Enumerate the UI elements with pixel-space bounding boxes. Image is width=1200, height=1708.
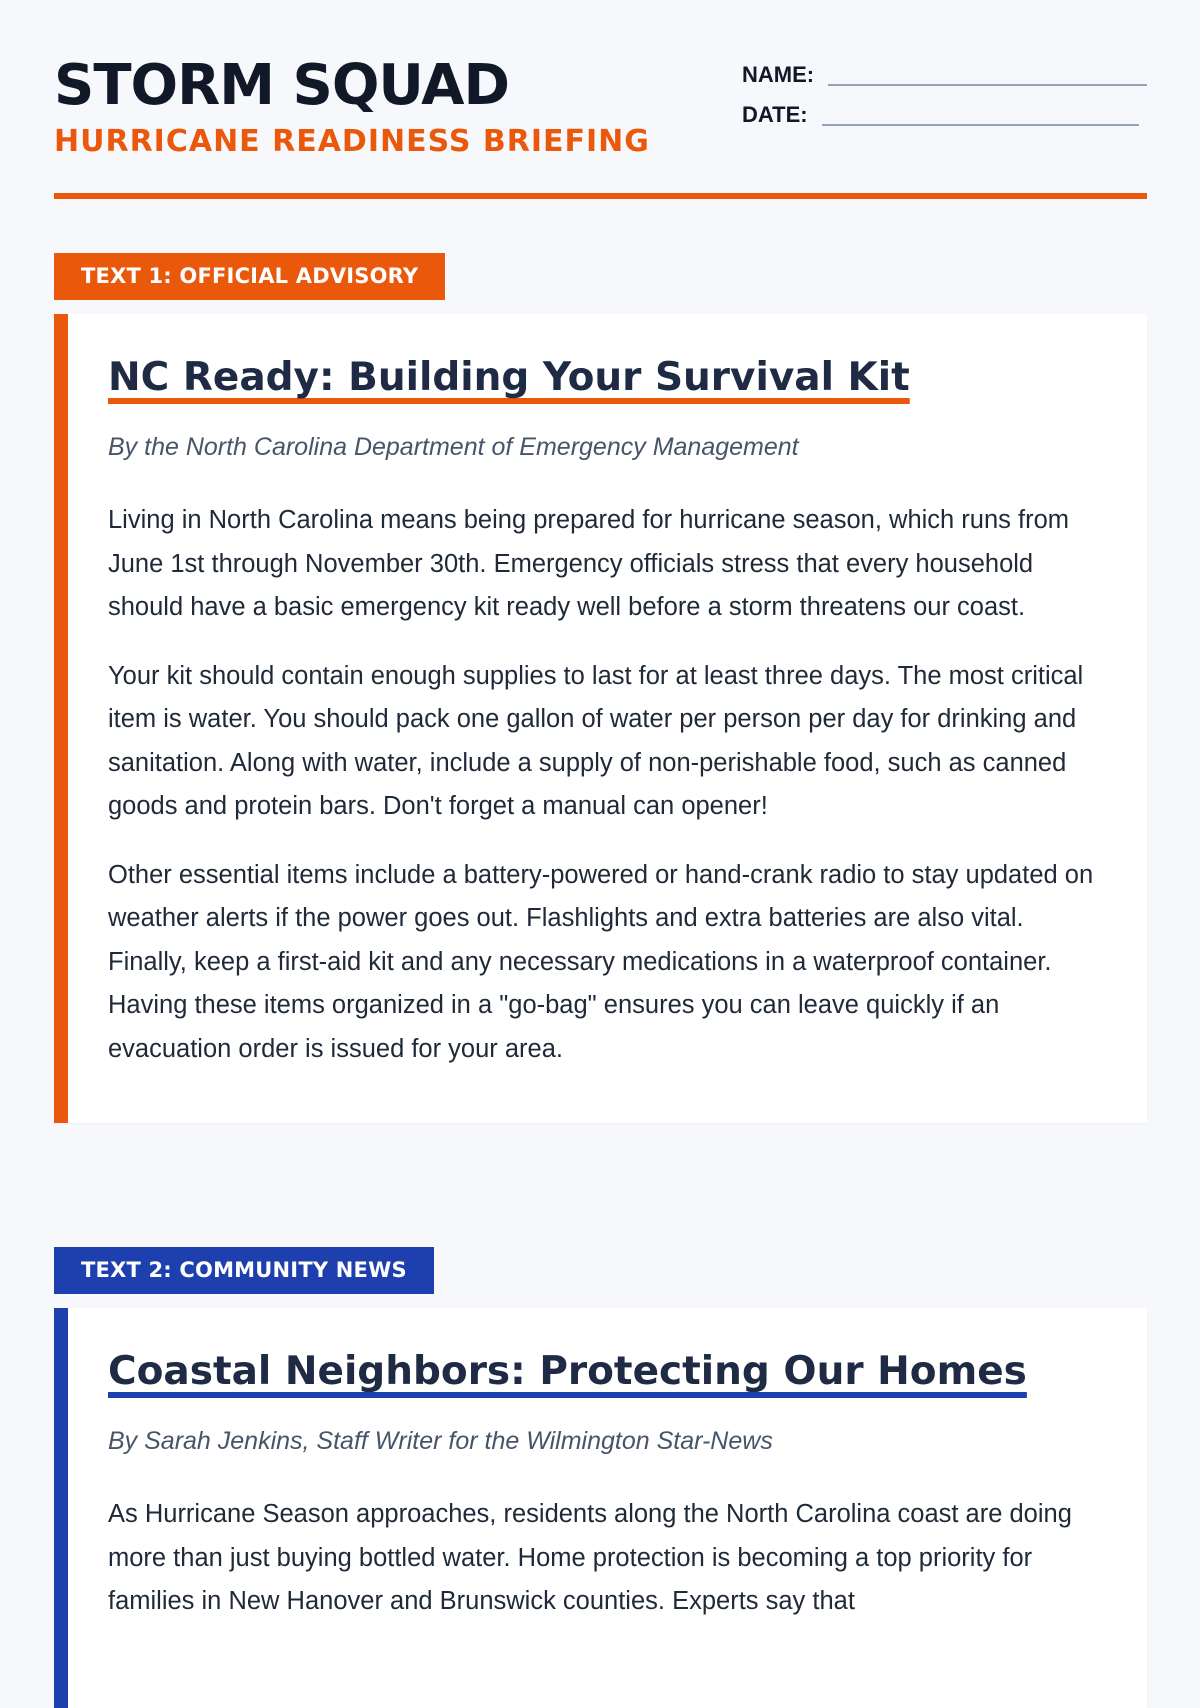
header-divider (54, 193, 1147, 199)
text-2-title-wrap (108, 1348, 1107, 1397)
date-field[interactable] (822, 98, 1139, 126)
text-1-card (54, 314, 1147, 1123)
student-info-fields (742, 56, 1147, 136)
text-2-tag: TEXT 2: COMMUNITY NEWS (54, 1247, 434, 1294)
name-field-row (742, 56, 1147, 86)
text-1-title-wrap (108, 354, 1107, 403)
worksheet-page (54, 0, 1147, 1616)
text-2-paragraph-1: As Hurricane Season approaches, residents along the North Carolina coast are doing more than just buying bottled water. Home protection is becoming a top priority for families in New Hanover and Brunswick counties. Experts say that (108, 1500, 1072, 1616)
text-1-paragraph-1: Living in North Carolina means being prepared for hurricane season, which runs from June 1st through November 30th. Emergency officials stress that every household should have a basic emergency kit ready well before a storm threatens our coast. (108, 506, 1069, 622)
text-1-byline: By the North Carolina Department of Emergency Management (108, 432, 799, 461)
text-2-section (54, 1247, 1147, 1708)
text-1-tag: TEXT 1: OFFICIAL ADVISORY (54, 253, 445, 300)
worksheet-title: STORM SQUAD (54, 53, 509, 118)
text-1-paragraph-3: Other essential items include a battery-powered or hand-crank radio to stay updated on weather alerts if the power goes out. Flashlights and extra batteries are also vital. Finally, keep a first-aid kit and any necessary medications in a waterproof container. Having these items organized in a "go-bag" ensures you can leave quickly if an evacuation order is issued for your area. (108, 860, 1094, 1063)
name-label: NAME: (742, 62, 815, 87)
text-2-card (54, 1308, 1147, 1708)
name-field[interactable] (828, 58, 1147, 86)
text-2-byline: By Sarah Jenkins, Staff Writer for the Wilmington Star-News (108, 1426, 773, 1455)
date-field-row (742, 96, 1147, 126)
worksheet-header (54, 0, 1147, 200)
date-label: DATE: (742, 102, 808, 127)
text-1-title: NC Ready: Building Your Survival Kit (108, 355, 910, 400)
worksheet-subtitle: HURRICANE READINESS BRIEFING (54, 124, 650, 159)
text-1-section (54, 253, 1147, 1123)
text-2-title: Coastal Neighbors: Protecting Our Homes (108, 1349, 1027, 1394)
text-1-paragraph-2: Your kit should contain enough supplies to last for at least three days. The most critical item is water. You should pack one gallon of water per person per day for drinking and sanitation. Along with water, include a supply of non-perishable food, such as canned goods and protein bars. Don't forget a manual can opener! (108, 661, 1084, 821)
